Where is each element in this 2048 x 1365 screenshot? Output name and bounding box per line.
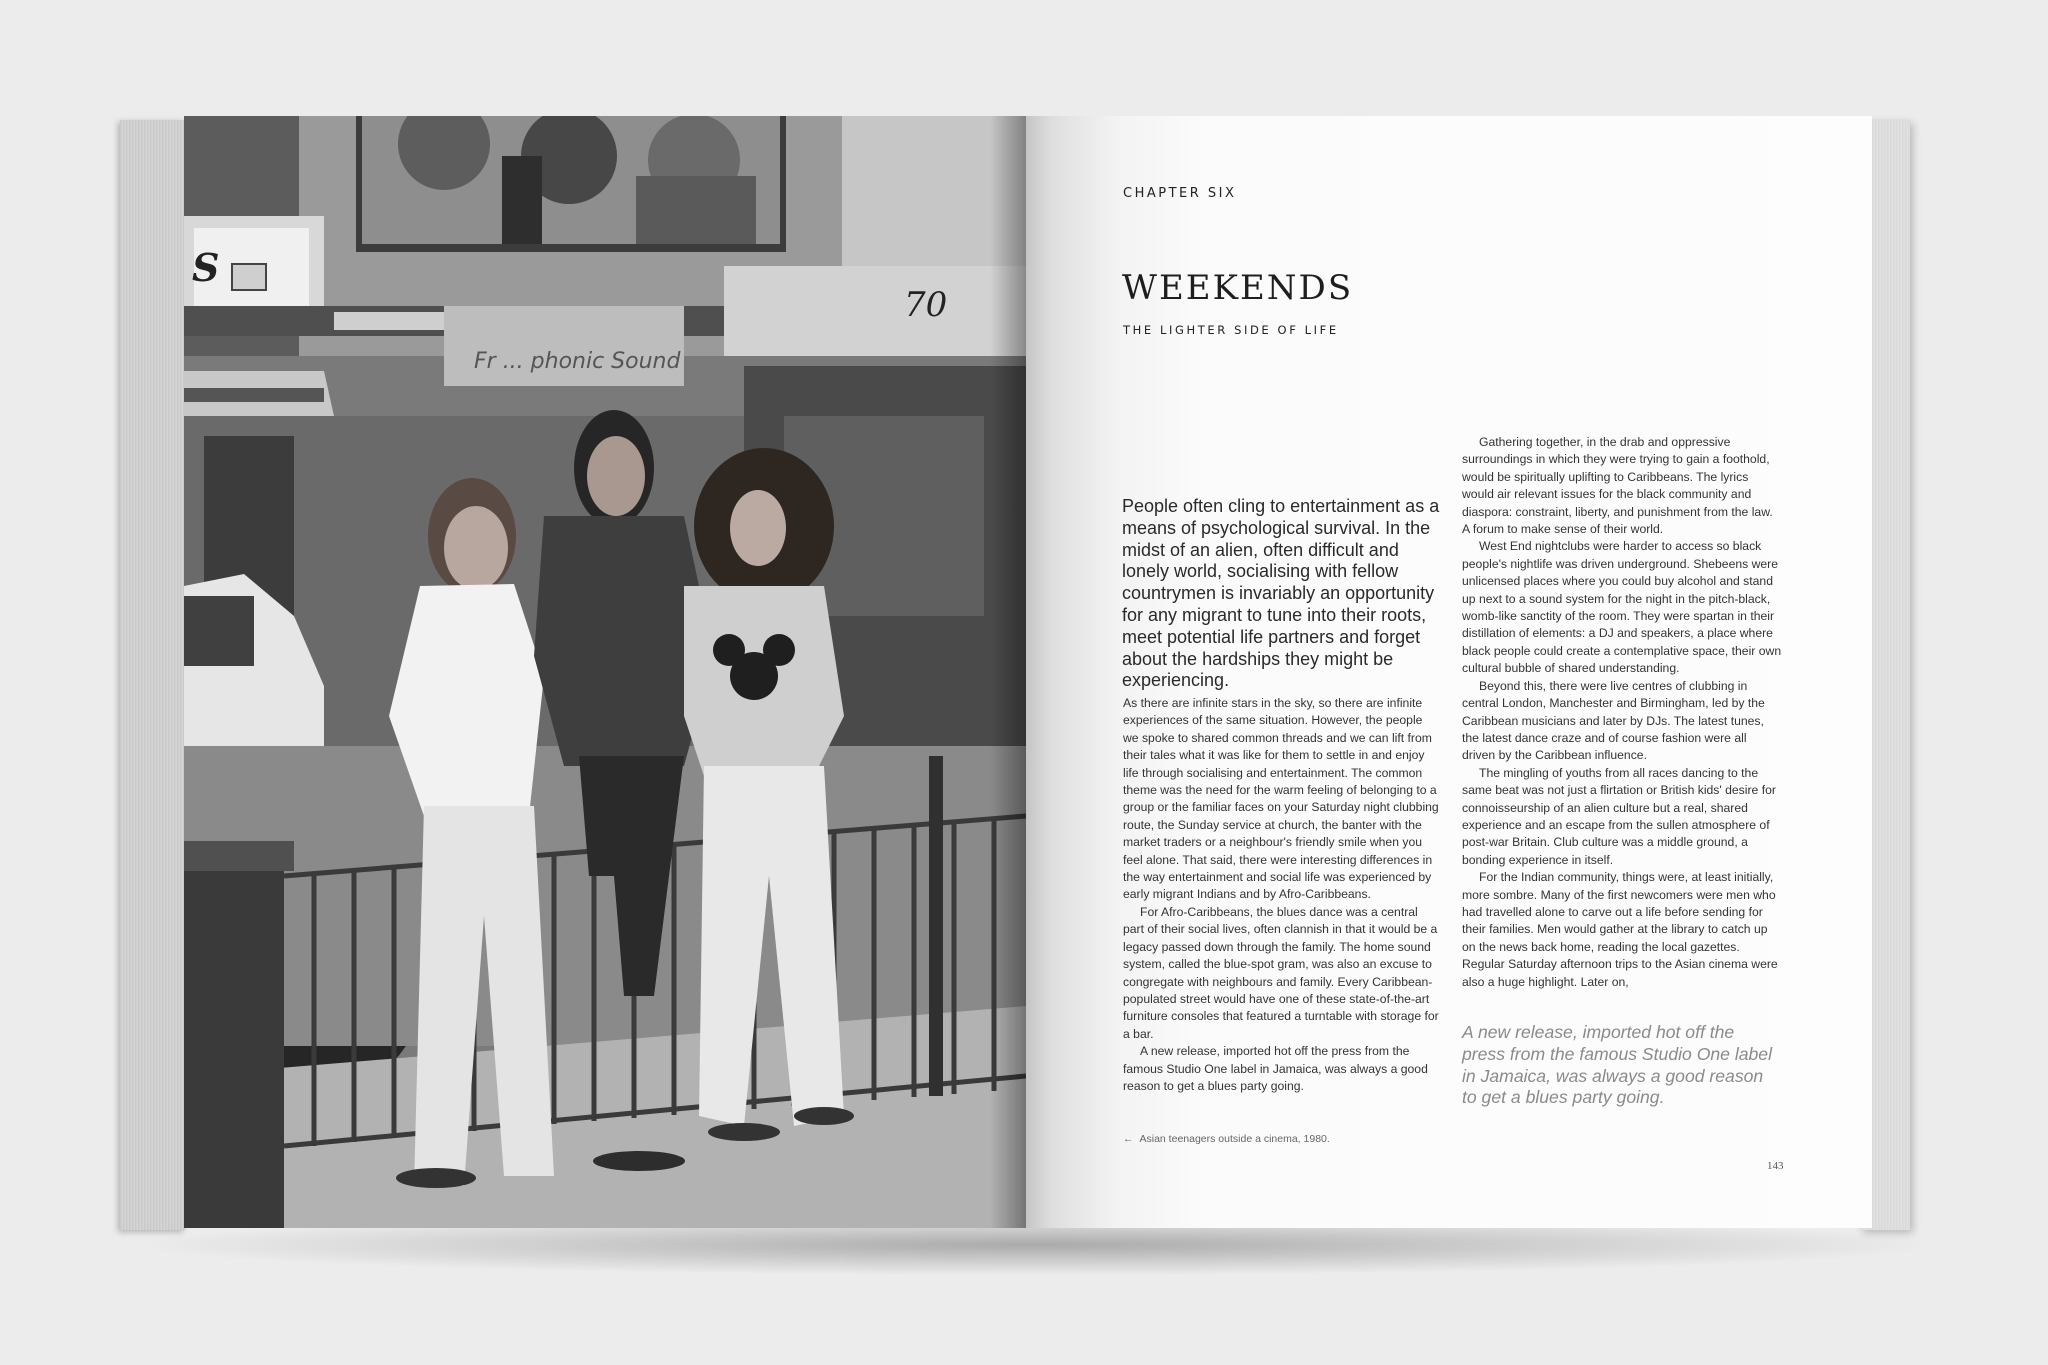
chapter-title: WEEKENDS <box>1122 268 1354 308</box>
body-paragraph: Gathering together, in the drab and oppressive surroundings in which they were trying to gain a foothold, would be spiritually uplifting to Caribbeans. The lyrics would air relevant issues for the black community and diaspora: constraint, liberty, and punishment from the law. A forum to make sense of their world. <box>1462 435 1773 537</box>
svg-text:Fr ... phonic Sound: Fr ... phonic Sound <box>474 349 681 374</box>
street-photograph <box>184 116 1026 1228</box>
body-paragraph: As there are infinite stars in the sky, so there are infinite experiences of the same situation. However, the people we spoke to shared common threads and we can lift from their tales what it was like for them to settle in and enjoy life through socialising and entertainment. The common theme was the need for the warm feeling of belonging to a group or the familiar faces on your Saturday night clubbing route, the Sunday service at church, the banter with the market traders or a neighbour's friendly smile when you feel alone. That said, there were interesting differences in the way entertainment and social life was experienced by early migrant Indians and by Afro-Caribbeans. <box>1123 696 1439 902</box>
body-paragraph: A new release, imported hot off the press from the famous Studio One label in Jamaica, was always a good reason to get a blues party going. <box>1123 1044 1428 1093</box>
body-paragraph: West End nightclubs were harder to access so black people's nightlife was driven underground. Shebeens were unlicensed places where you could buy alcohol and stand up next to a sound system for the night in the pitch-black, womb-like sanctity of the room. They were spartan in their distillation of elements: a DJ and speakers, a place where black people could create a contemplative space, their own cultural bubble of shared understanding. <box>1462 539 1782 676</box>
page-edges-left <box>120 120 185 1230</box>
chapter-label: CHAPTER SIX <box>1123 186 1237 201</box>
body-paragraph: For Afro-Caribbeans, the blues dance was a central part of their social lives, often clannish in that it would be a legacy passed down through the family. The home sound system, called the blue-spot gram, was also an excuse to congregate with neighbours and family. Every Caribbean-populated street would have one of these state-of-the-art furniture consoles that featured a turntable with storage for a bar. <box>1123 904 1439 1041</box>
body-column-left <box>1123 695 1441 1095</box>
photo-caption <box>1123 1133 1330 1145</box>
right-page <box>1026 116 1872 1228</box>
page-number: 143 <box>1767 1160 1784 1172</box>
body-column-right <box>1462 434 1782 991</box>
svg-text:70: 70 <box>904 285 948 325</box>
caption-text: Asian teenagers outside a cinema, 1980. <box>1139 1133 1330 1145</box>
intro-paragraph: People often cling to entertainment as a means of psychological survival. In the midst of an alien, often difficult and lonely world, socialising with fellow countrymen is invariably an opportunity for any migrant to tune into their roots, meet potential life partners and forget about the hardships they might be experiencing. <box>1122 496 1440 691</box>
body-paragraph: For the Indian community, things were, at least initially, more sombre. Many of the first newcomers were men who had travelled alone to carve out a life before sending for their families. Men would gather at the library to catch up on the news back home, reading the local gazettes. Regular Saturday afternoon trips to the Asian cinema were also a huge highlight. Later on, <box>1462 870 1778 989</box>
arrow-left-icon: ← <box>1123 1133 1134 1145</box>
pull-quote: A new release, imported hot off the press from the famous Studio One label in Jamaica, was always a good reason to get a blues party going. <box>1462 1022 1773 1108</box>
svg-text:S: S <box>192 245 220 290</box>
gutter-shadow <box>990 116 1026 1228</box>
chapter-subtitle: THE LIGHTER SIDE OF LIFE <box>1123 323 1339 337</box>
body-paragraph: The mingling of youths from all races dancing to the same beat was not just a flirtation or British kids' desire for connoisseurship of an alien culture but a real, shared experience and an escape from the sullen atmosphere of post-war Britain. Club culture was a middle ground, a bonding experience in itself. <box>1462 765 1776 867</box>
body-paragraph: Beyond this, there were live centres of clubbing in central London, Manchester and Birmingham, led by the Caribbean musicians and later by DJs. The latest tunes, the latest dance craze and of course fashion were all driven by the Caribbean influence. <box>1462 678 1765 763</box>
